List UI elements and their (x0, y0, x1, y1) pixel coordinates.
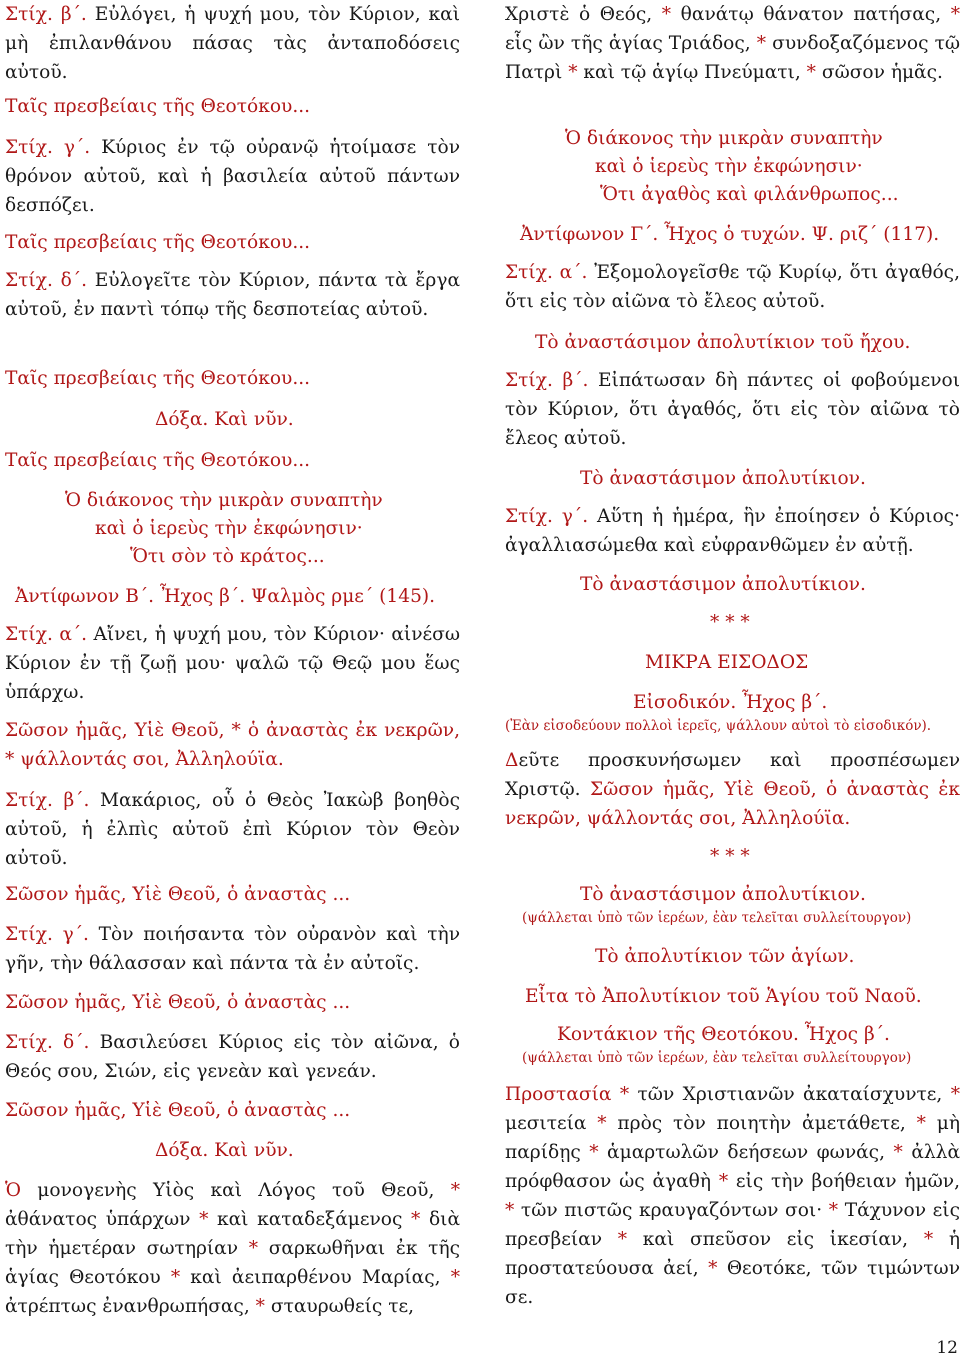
right-paragraph (505, 258, 960, 316)
right-paragraph (505, 366, 960, 453)
rubric-text: * (505, 1200, 515, 1221)
rubric-text: * (568, 62, 578, 83)
right-paragraph (633, 688, 827, 717)
right-paragraph (505, 716, 931, 736)
body-text: μὴ παρίδῃς (505, 1113, 960, 1163)
rubric-text: Ὁ διάκονος τὴν μικρὰν συναπτὴν (565, 128, 883, 149)
left-paragraph (5, 1176, 460, 1321)
rubric-text: Τὸ ἀπολυτίκιον τῶν ἁγίων. (595, 946, 855, 967)
rubric-text: * (450, 1180, 460, 1201)
right-paragraph (505, 1080, 960, 1312)
body-text: καὶ σπεῦσον εἰς ἱκεσίαν, (627, 1229, 924, 1250)
rubric-text: Στίχ. α΄. (5, 624, 88, 645)
rubric-text: Τὸ ἀναστάσιμον ἀπολυτίκιον τοῦ ἤχου. (535, 332, 911, 353)
left-paragraph (155, 1136, 294, 1165)
rubric-text: * (661, 4, 672, 25)
rubric-text: Σῶσον ἡμᾶς, Υἱὲ Θεοῦ, * ὁ ἀναστὰς ἐκ νεκρῶν, * ψάλλοντάς σοι, Ἀλληλούϊα. (5, 720, 460, 770)
rubric-text: (ψάλλεται ὑπὸ τῶν ἱερέων, ἐὰν τελεῖται συλλείτουργον) (522, 1050, 912, 1066)
body-text: καὶ ἀειπαρθένου Μαρίας, (180, 1267, 451, 1288)
left-paragraph (5, 716, 460, 774)
body-text: Χριστὲ ὁ Θεός, (505, 4, 662, 25)
rubric-text: * (950, 1084, 960, 1105)
body-text: Τάχυνον εἰς πρεσβείαν (505, 1200, 960, 1250)
rubric-text: καὶ ὁ ἱερεὺς τὴν ἐκφώνησιν· (95, 518, 363, 539)
rubric-text: Στίχ. δ΄. (5, 270, 88, 291)
body-text: Κύριος ἐν τῷ οὐρανῷ ἡτοίμασε τὸν θρόνον αὐτοῦ, καὶ ἡ βασιλεία αὐτοῦ πάντων δεσπόζει. (5, 137, 461, 216)
right-paragraph (565, 124, 883, 153)
rubric-text: * (950, 4, 960, 25)
rubric-text: Ἀντίφωνον Γ΄. Ἦχος ὁ τυχών. Ψ. ριζ΄ (117). (520, 224, 940, 245)
body-text: Θεοτόκε, τῶν τιμώντων σε. (505, 1258, 960, 1308)
rubric-text: Τὸ ἀναστάσιμον ἀπολυτίκιον. (580, 468, 866, 489)
body-text: Βασιλεύσει Κύριος εἰς τὸν αἰῶνα, ὁ Θεός σου, Σιών, εἰς γενεὰν καὶ γενεάν. (5, 1032, 460, 1082)
left-paragraph (5, 880, 460, 909)
rubric-text: Στίχ. γ΄. (5, 924, 89, 945)
rubric-text: Σῶσον ἡμᾶς, Υἱὲ Θεοῦ, ὁ ἀναστὰς ... (5, 1100, 351, 1121)
rubric-text: Σῶσον ἡμᾶς, Υἱὲ Θεοῦ, ὁ ἀναστὰς ... (5, 884, 351, 905)
rubric-text: Προστασία (505, 1084, 620, 1105)
rubric-text: * (923, 1229, 934, 1250)
right-paragraph (557, 1020, 890, 1049)
right-paragraph (505, 0, 960, 87)
rubric-text: Ταῖς πρεσβείαις τῆς Θεοτόκου... (5, 96, 311, 117)
rubric-text: * (828, 1200, 839, 1221)
body-text: μεσιτεία (505, 1113, 598, 1134)
body-text: τῶν Χριστιανῶν ἀκαταίσχυντε, (629, 1084, 951, 1105)
body-text: Αἴνει, ἡ ψυχή μου, τὸν Κύριον· αἰνέσω Κύριον ἐν τῇ ζωῇ μου· ψαλῶ τῷ Θεῷ μου ἕως ὑπάρχω. (5, 624, 460, 703)
rubric-text: * * * (710, 612, 750, 633)
rubric-text: * (806, 62, 816, 83)
rubric-text: Ὅτι ἀγαθὸς καὶ φιλάνθρωπος... (600, 184, 899, 205)
rubric-text: Σῶσον ἡμᾶς, Υἱὲ Θεοῦ, ὁ ἀναστὰς ἐκ νεκρῶν, ψάλλοντάς σοι, Ἀλληλούϊα. (505, 779, 960, 829)
rubric-text: * (170, 1267, 181, 1288)
rubric-text: Στίχ. γ΄. (505, 506, 589, 527)
left-paragraph (130, 542, 325, 571)
body-text: σταυρωθείς τε, (264, 1296, 415, 1317)
left-paragraph (5, 364, 460, 393)
rubric-text: Ὁ διάκονος τὴν μικρὰν συναπτὴν (65, 490, 383, 511)
rubric-text: Στίχ. α΄. (505, 262, 588, 283)
left-paragraph (5, 1028, 460, 1086)
body-text: ἡ προστατεύουσα ἀεί, (505, 1229, 960, 1279)
rubric-text: Δ (505, 750, 519, 771)
rubric-text: * (450, 1267, 460, 1288)
rubric-text: * (916, 1113, 926, 1134)
body-text: ἁμαρτωλῶν δεήσεων φωνάς, (598, 1142, 894, 1163)
rubric-text: * (199, 1209, 209, 1230)
rubric-text: Ὁ (5, 1180, 21, 1201)
body-text: μονογενὴς Υἱὸς καὶ Λόγος τοῦ Θεοῦ, (20, 1180, 451, 1201)
left-paragraph (95, 514, 363, 543)
rubric-text: Ταῖς πρεσβείαις τῆς Θεοτόκου... (5, 232, 311, 253)
left-paragraph (5, 92, 460, 121)
body-text: ἀθάνατος ὑπάρχων (5, 1209, 200, 1230)
rubric-text: * (411, 1209, 421, 1230)
right-paragraph (595, 152, 863, 181)
page-number: 12 (936, 1338, 958, 1358)
body-text: ἀτρέπτως ἐνανθρωπήσας, (5, 1296, 256, 1317)
left-paragraph (5, 228, 460, 257)
right-paragraph (710, 608, 750, 637)
body-text: εἰς τὴν βοήθειαν ἡμῶν, (728, 1171, 960, 1192)
rubric-text: Ὅτι σὸν τὸ κράτος... (130, 546, 325, 567)
left-paragraph (5, 786, 460, 873)
rubric-text: Ταῖς πρεσβείαις τῆς Θεοτόκου... (5, 450, 311, 471)
body-text: ἀλλὰ πρόφθασον ὡς ἀγαθὴ (505, 1142, 960, 1192)
body-text: θανάτῳ θάνατον πατήσας, (671, 4, 951, 25)
right-paragraph (505, 502, 960, 560)
left-paragraph (65, 486, 383, 515)
body-text: Ἐξομολογεῖσθε τῷ Κυρίῳ, ὅτι ἀγαθός, ὅτι εἰς τὸν αἰῶνα τὸ ἔλεος αὐτοῦ. (505, 262, 960, 312)
rubric-text: (ψάλλεται ὑπὸ τῶν ἱερέων, ἐὰν τελεῖται συλλείτουργον) (522, 910, 912, 926)
rubric-text: Δόξα. Καὶ νῦν. (155, 1140, 294, 1161)
rubric-text: Στίχ. β΄. (505, 370, 589, 391)
right-paragraph (535, 328, 910, 357)
right-paragraph (595, 942, 854, 971)
left-paragraph (5, 920, 460, 978)
body-text: Εἰπάτωσαν δὴ πάντες οἱ φοβούμενοι τὸν Κύριον, ὅτι ἀγαθός, ὅτι εἰς τὸν αἰῶνα τὸ ἔλεος αὐτοῦ. (505, 370, 960, 449)
body-text: τῶν πιστῶς κραυγαζόντων σοι· (514, 1200, 829, 1221)
rubric-text: Ταῖς πρεσβείαις τῆς Θεοτόκου... (5, 368, 311, 389)
rubric-text: ΜΙΚΡΑ ΕΙΣΟΔΟΣ (645, 652, 809, 673)
rubric-text: * * * (710, 846, 750, 867)
rubric-text: Στίχ. β΄. (5, 790, 90, 811)
left-paragraph (15, 582, 435, 611)
rubric-text: * (255, 1296, 265, 1317)
body-text: συνδοξαζόμενος τῷ Πατρὶ (505, 33, 960, 83)
right-paragraph (525, 982, 922, 1011)
left-paragraph (5, 266, 460, 324)
left-paragraph (5, 1096, 460, 1125)
rubric-text: Σῶσον ἡμᾶς, Υἱὲ Θεοῦ, ὁ ἀναστὰς ... (5, 992, 351, 1013)
rubric-text: Ἀντίφωνον Β΄. Ἦχος β΄. Ψαλμὸς ρμε΄ (145). (15, 586, 436, 607)
rubric-text: * (708, 1258, 718, 1279)
body-text: πρὸς τὸν ποιητὴν ἀμετάθετε, (606, 1113, 917, 1134)
right-paragraph (522, 908, 911, 928)
rubric-text: * (597, 1113, 607, 1134)
body-text: σαρκωθῆναι ἐκ τῆς ἁγίας Θεοτόκου (5, 1238, 460, 1288)
rubric-text: Στίχ. β΄. (5, 4, 87, 25)
right-paragraph (710, 842, 750, 871)
body-text: εῦτε προσκυνήσωμεν καὶ προσπέσωμεν Χριστῷ. (505, 750, 960, 800)
right-paragraph (580, 570, 866, 599)
left-paragraph (5, 446, 460, 475)
body-text: Τὸν ποιήσαντα τὸν οὐρανὸν καὶ τὴν γῆν, τὴν θάλασσαν καὶ πάντα τὰ ἐν αὐτοῖς. (5, 924, 460, 974)
left-paragraph (155, 405, 294, 434)
rubric-text: Εἶτα τὸ Ἀπολυτίκιον τοῦ Ἁγίου τοῦ Ναοῦ. (525, 986, 922, 1007)
rubric-text: * (619, 1084, 630, 1105)
rubric-text: Εἰσοδικόν. Ἦχος β΄. (633, 692, 828, 713)
rubric-text: * (248, 1238, 259, 1259)
right-paragraph (505, 746, 960, 833)
right-paragraph (580, 880, 866, 909)
left-paragraph (5, 988, 460, 1017)
body-text: καὶ τῷ ἁγίῳ Πνεύματι, (577, 62, 807, 83)
rubric-text: * (718, 1171, 729, 1192)
body-text: Μακάριος, οὗ ὁ Θεὸς Ἰακὼβ βοηθὸς αὐτοῦ, ἡ ἐλπὶς αὐτοῦ ἐπὶ Κύριον τὸν Θεὸν αὐτοῦ. (5, 790, 460, 869)
left-paragraph (5, 133, 460, 220)
body-text: εἷς ὢν τῆς ἁγίας Τριάδος, (505, 33, 757, 54)
rubric-text: Στίχ. δ΄. (5, 1032, 90, 1053)
right-paragraph (522, 1048, 911, 1068)
rubric-text: * (893, 1142, 903, 1163)
left-paragraph (5, 620, 460, 707)
rubric-text: Τὸ ἀναστάσιμον ἀπολυτίκιον. (580, 574, 866, 595)
right-paragraph (580, 464, 866, 493)
rubric-text: καὶ ὁ ἱερεὺς τὴν ἐκφώνησιν· (595, 156, 863, 177)
rubric-text: Δόξα. Καὶ νῦν. (155, 409, 294, 430)
rubric-text: (Ἐὰν εἰσοδεύουν πολλοὶ ἱερεῖς, ψάλλουν αὐτοὶ τὸ εἰσοδικόν). (505, 718, 932, 734)
rubric-text: Τὸ ἀναστάσιμον ἀπολυτίκιον. (580, 884, 866, 905)
rubric-text: * (589, 1142, 599, 1163)
body-text: Εὐλογεῖτε τὸν Κύριον, πάντα τὰ ἔργα αὐτοῦ, ἐν παντὶ τόπῳ τῆς δεσποτείας αὐτοῦ. (5, 270, 460, 320)
left-paragraph (5, 0, 460, 87)
right-paragraph (645, 648, 808, 677)
rubric-text: * (756, 33, 767, 54)
body-text: Αὕτη ἡ ἡμέρα, ἣν ἐποίησεν ὁ Κύριος· ἀγαλλιασώμεθα καὶ εὐφρανθῶμεν ἐν αὐτῇ. (505, 506, 960, 556)
body-text: καὶ καταδεξάμενος (208, 1209, 412, 1230)
body-text: διὰ τὴν ἡμετέραν σωτηρίαν (5, 1209, 461, 1259)
right-paragraph (520, 220, 939, 249)
rubric-text: Κοντάκιον τῆς Θεοτόκου. Ἦχος β΄. (557, 1024, 890, 1045)
rubric-text: Στίχ. γ΄. (5, 137, 91, 158)
rubric-text: * (617, 1229, 628, 1250)
body-text: Εὐλόγει, ἡ ψυχή μου, τὸν Κύριον, καὶ μὴ ἐπιλανθάνου πάσας τὰς ἀνταποδόσεις αὐτοῦ. (5, 4, 460, 83)
body-text: σῶσον ἡμᾶς. (815, 62, 943, 83)
right-paragraph (600, 180, 899, 209)
